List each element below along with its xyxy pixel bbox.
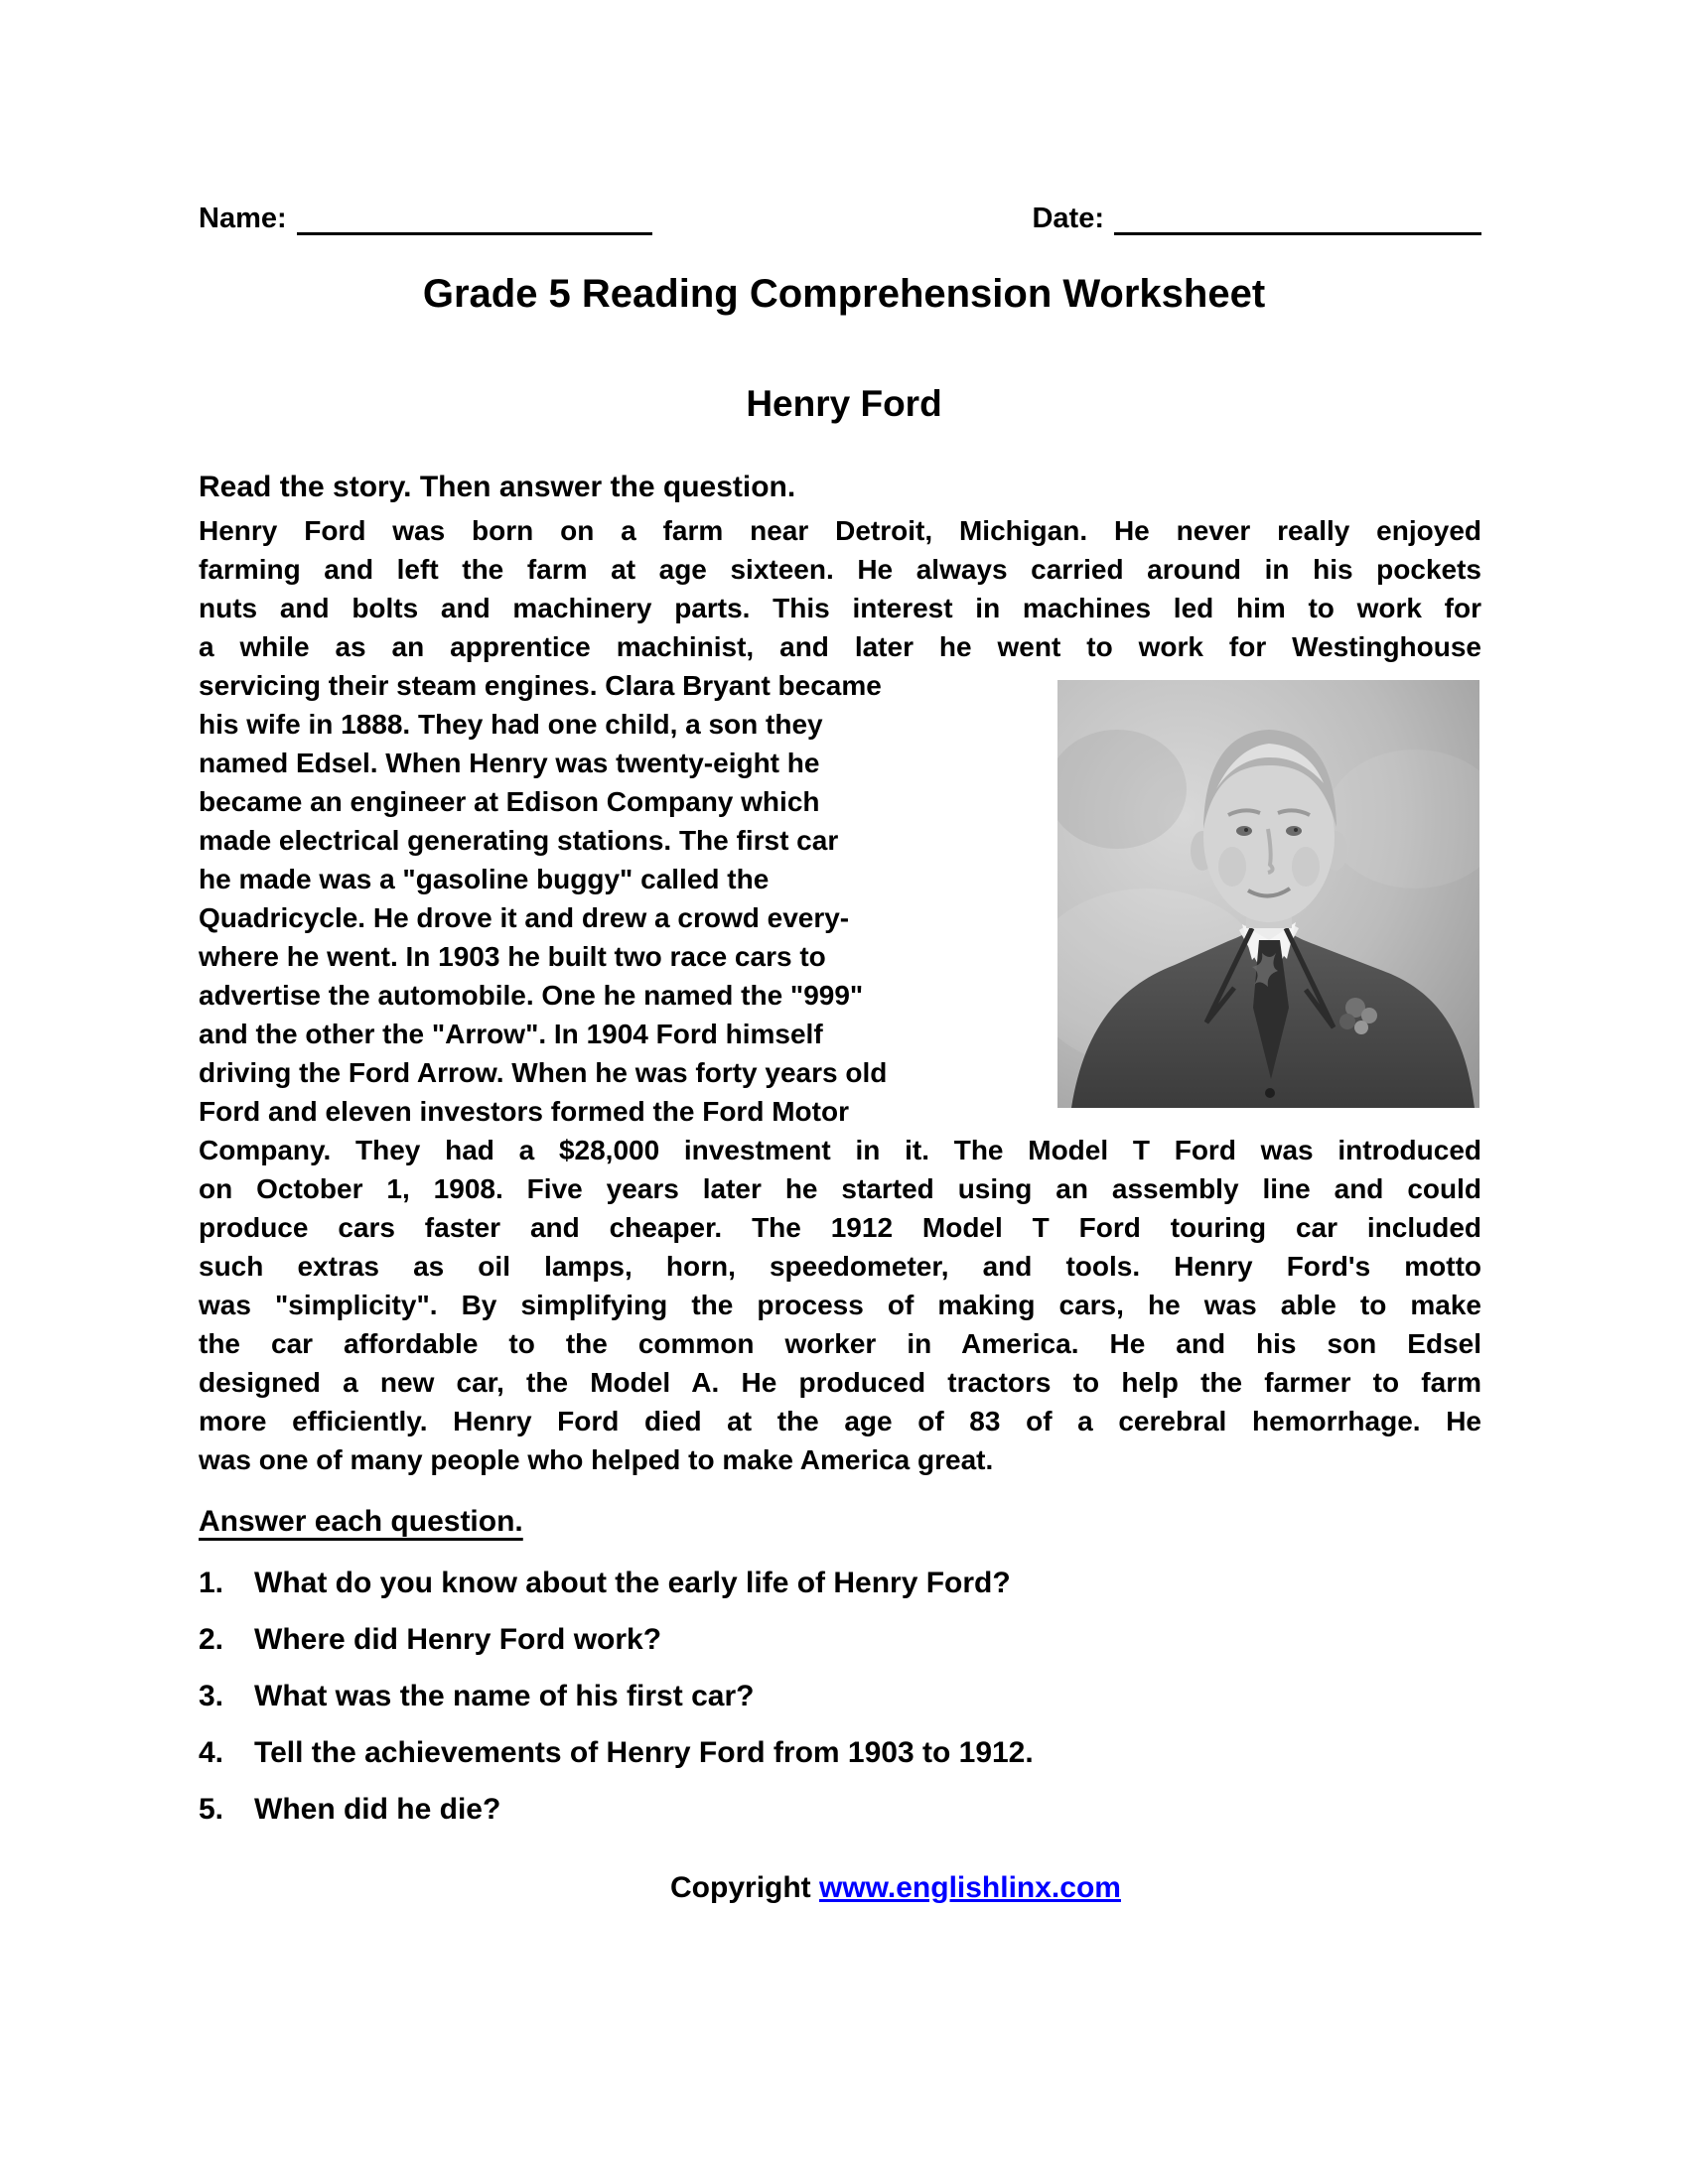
story-line: he made was a "gasoline buggy" called the	[199, 864, 770, 894]
story-line: the car affordable to the common worker in America. He and his son Edsel	[199, 1328, 1481, 1359]
questions-heading: Answer each question.	[199, 1505, 523, 1538]
story-line: Ford and eleven investors formed the Ford Motor	[199, 1096, 849, 1127]
story-line: Henry Ford was born on a farm near Detroit, Michigan. He never really enjoyed	[199, 515, 1481, 546]
name-label: Name:	[199, 203, 287, 234]
story-line: Company. They had a $28,000 investment in it. The Model T Ford was introduced	[199, 1135, 1481, 1165]
worksheet-subtitle: Henry Ford	[746, 383, 942, 424]
story-line: became an engineer at Edison Company which	[199, 786, 820, 817]
story-line: Quadricycle. He drove it and drew a crowd every-	[199, 902, 850, 933]
story-line: designed a new car, the Model A. He produced tractors to help the farmer to farm	[199, 1367, 1481, 1398]
story-line: was one of many people who helped to make America great.	[199, 1444, 994, 1475]
question-number: 5.	[199, 1793, 224, 1826]
story-line: and the other the "Arrow". In 1904 Ford himself	[199, 1019, 823, 1049]
question-number: 3.	[199, 1680, 224, 1712]
name-date-row	[199, 202, 1481, 235]
question-item	[199, 1793, 1481, 1827]
henry-ford-portrait	[1057, 680, 1479, 1108]
story-line: farming and left the farm at age sixteen. He always carried around in his pockets	[199, 554, 1481, 585]
question-item	[199, 1567, 1481, 1600]
story-line: where he went. In 1903 he built two race cars to	[199, 941, 826, 972]
question-text: Tell the achievements of Henry Ford from 1903 to 1912.	[254, 1736, 1034, 1769]
story-instructions: Read the story. Then answer the question.	[199, 471, 796, 503]
question-number: 2.	[199, 1623, 224, 1656]
name-blank-line	[297, 203, 652, 235]
story-line: made electrical generating stations. The first car	[199, 825, 839, 856]
copyright-label: Copyright	[670, 1871, 820, 1904]
question-text: What do you know about the early life of Henry Ford?	[254, 1567, 1011, 1599]
question-number: 1.	[199, 1567, 224, 1599]
question-text: Where did Henry Ford work?	[254, 1623, 662, 1656]
question-item	[199, 1623, 1481, 1657]
question-item	[199, 1736, 1481, 1770]
story-line: his wife in 1888. They had one child, a son they	[199, 709, 823, 740]
story-line: on October 1, 1908. Five years later he started using an assembly line and could	[199, 1173, 1481, 1204]
story-paragraph	[199, 511, 1481, 1479]
story-line: more efficiently. Henry Ford died at the age of 83 of a cerebral hemorrhage. He	[199, 1406, 1481, 1436]
footer	[0, 1870, 1688, 1906]
questions-list	[199, 1567, 1481, 1849]
story-line: driving the Ford Arrow. When he was forty years old	[199, 1057, 888, 1088]
story-line: was "simplicity". By simplifying the process of making cars, he was able to make	[199, 1290, 1481, 1320]
story-line: produce cars faster and cheaper. The 1912 Model T Ford touring car included	[199, 1212, 1481, 1243]
story-line: named Edsel. When Henry was twenty-eight he	[199, 748, 820, 778]
question-item	[199, 1680, 1481, 1713]
story-line: such extras as oil lamps, horn, speedometer, and tools. Henry Ford's motto	[199, 1251, 1481, 1282]
story-line: nuts and bolts and machinery parts. This interest in machines led him to work for	[199, 593, 1481, 623]
date-blank-line	[1114, 203, 1481, 235]
copyright-link[interactable]: www.englishlinx.com	[819, 1871, 1121, 1904]
question-text: What was the name of his first car?	[254, 1680, 755, 1712]
page-title: Grade 5 Reading Comprehension Worksheet	[422, 272, 1266, 316]
story-line: a while as an apprentice machinist, and later he went to work for Westinghouse	[199, 631, 1481, 662]
question-number: 4.	[199, 1736, 224, 1769]
date-label: Date:	[1032, 203, 1104, 234]
story-line: advertise the automobile. One he named the "999"	[199, 980, 864, 1011]
story-line: servicing their steam engines. Clara Bryant became	[199, 670, 882, 701]
question-text: When did he die?	[254, 1793, 501, 1826]
